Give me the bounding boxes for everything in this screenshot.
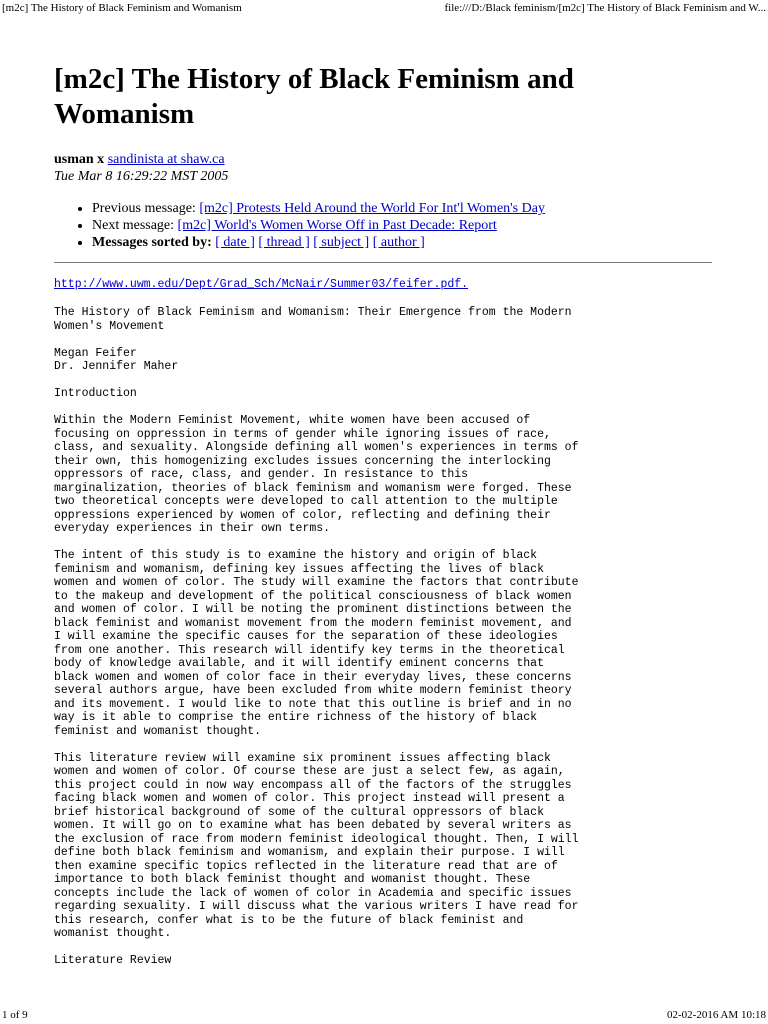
sorted-by-label: Messages sorted by: — [92, 235, 212, 250]
source-url-link[interactable]: http://www.uwm.edu/Dept/Grad_Sch/McNair/Summer03/feifer.pdf. — [54, 278, 469, 291]
body-line: and its movement. I would like to note that this outline is brief and in no — [54, 697, 572, 711]
print-timestamp: 02-02-2016 AM 10:18 — [667, 1009, 766, 1021]
body-line: to the makeup and development of the political consciousness of black women — [54, 589, 572, 603]
body-line: concepts include the lack of women of color in Academia and specific issues — [54, 886, 572, 900]
sort-by-subject-link[interactable]: [ subject ] — [313, 235, 370, 250]
body-line: This literature review will examine six prominent issues affecting black — [54, 751, 551, 765]
previous-message-label: Previous message: — [92, 201, 200, 216]
body-line: brief historical background of some of the cultural oppressors of black — [54, 805, 544, 819]
body-line: several authors argue, have been excluded from white modern feminist theory — [54, 684, 572, 697]
body-line: feminism and womanism, defining key issues affecting the lives of black — [54, 562, 544, 576]
body-line: womanist thought. — [54, 927, 172, 940]
body-line: black feminist and womanist movement from the modern feminist movement, and — [54, 616, 572, 630]
next-message-link[interactable]: [m2c] World's Women Worse Off in Past Decade: Report — [177, 218, 497, 233]
body-line: regarding sexuality. I will discuss what the various writers I have read for — [54, 900, 579, 913]
header-file-path: file:///D:/Black feminism/[m2c] The History of Black Feminism and W... — [444, 2, 766, 14]
body-line: women and women of color. The study will examine the factors that contribute — [54, 576, 579, 589]
body-line: this research, confer what is to be the future of black feminist and — [54, 913, 524, 927]
body-line: women. It will go on to examine what has been debated by several writers as — [54, 819, 572, 832]
body-line: oppressors of race, class, and gender. In resistance to this — [54, 468, 469, 481]
page-title: [m2c] The History of Black Feminism and Womanism — [54, 63, 574, 130]
sort-by-date-link[interactable]: [ date ] — [215, 235, 255, 250]
body-line: this project could in now way encompass all of the factors of the struggles — [54, 778, 572, 792]
body-line: The History of Black Feminism and Womanism: Their Emergence from the Modern — [54, 306, 572, 319]
body-line: two theoretical concepts were developed to call attention to the multiple — [54, 495, 558, 508]
body-line: The intent of this study is to examine the history and origin of black — [54, 549, 538, 562]
author-line — [54, 152, 225, 168]
body-line: Introduction — [54, 387, 137, 400]
previous-message-link[interactable]: [m2c] Protests Held Around the World For Int'l Women's Day — [199, 201, 545, 216]
body-line: define both black feminism and womanism, and explain their purpose. I will — [54, 846, 565, 859]
body-line: black women and women of color face in their everyday lives, these concerns — [54, 670, 572, 684]
body-line: and women of color. I will be noting the prominent distinctions between the — [54, 603, 572, 616]
section-divider — [54, 262, 712, 263]
author-email-link[interactable]: sandinista at shaw.ca — [107, 152, 225, 167]
body-line: importance to both black feminist thought and womanist thought. These — [54, 873, 531, 886]
body-line: Literature Review — [54, 954, 172, 967]
body-line: their own, this homogenizing excludes issues concerning the interlocking — [54, 454, 551, 468]
body-line: Women's Movement — [54, 319, 165, 333]
sort-by-thread-link[interactable]: [ thread ] — [258, 235, 310, 250]
next-message-label: Next message: — [92, 218, 178, 233]
body-line: Dr. Jennifer Maher — [54, 360, 179, 373]
body-line: oppressions experienced by women of color, reflecting and defining their — [54, 508, 551, 522]
previous-message-item — [92, 200, 545, 217]
message-date: Tue Mar 8 16:29:22 MST 2005 — [54, 169, 229, 184]
body-line: then examine specific topics reflected in the literature read that are of — [54, 859, 558, 873]
body-line: women and women of color. Of course these are just a select few, as again, — [54, 765, 565, 778]
body-line: everyday experiences in their own terms. — [54, 522, 331, 535]
body-line: marginalization, theories of black feminism and womanism were forged. These — [54, 481, 572, 495]
body-line: body of knowledge available, and it will identify eminent concerns that — [54, 657, 544, 670]
next-message-item — [92, 217, 545, 234]
message-navigation — [54, 200, 545, 251]
body-line: focusing on oppression in terms of gender while ignoring issues of race, — [54, 427, 551, 441]
body-line: feminist and womanist thought. — [54, 724, 262, 738]
body-line: way is it able to comprise the entire richness of the history of black — [54, 711, 538, 724]
message-body — [54, 306, 714, 968]
print-header — [0, 0, 768, 16]
body-line: facing black women and women of color. This project instead will present a — [54, 792, 565, 805]
author-name: usman x — [54, 152, 105, 167]
header-page-title: [m2c] The History of Black Feminism and Womanism — [2, 2, 242, 14]
body-line: I will examine the specific causes for the separation of these ideologies — [54, 630, 558, 643]
print-footer — [0, 1008, 768, 1024]
body-line: Megan Feifer — [54, 346, 137, 360]
page-count: 1 of 9 — [2, 1009, 28, 1021]
body-line: class, and sexuality. Alongside defining all women's experiences in terms of — [54, 441, 579, 454]
sort-options-item — [92, 234, 545, 251]
sort-by-author-link[interactable]: [ author ] — [372, 235, 425, 250]
body-line: Within the Modern Feminist Movement, white women have been accused of — [54, 414, 531, 427]
body-line: from one another. This research will identify key terms in the theoretical — [54, 643, 565, 657]
body-line: the exclusion of race from modern feminist ideological thought. Then, I will — [54, 832, 579, 846]
